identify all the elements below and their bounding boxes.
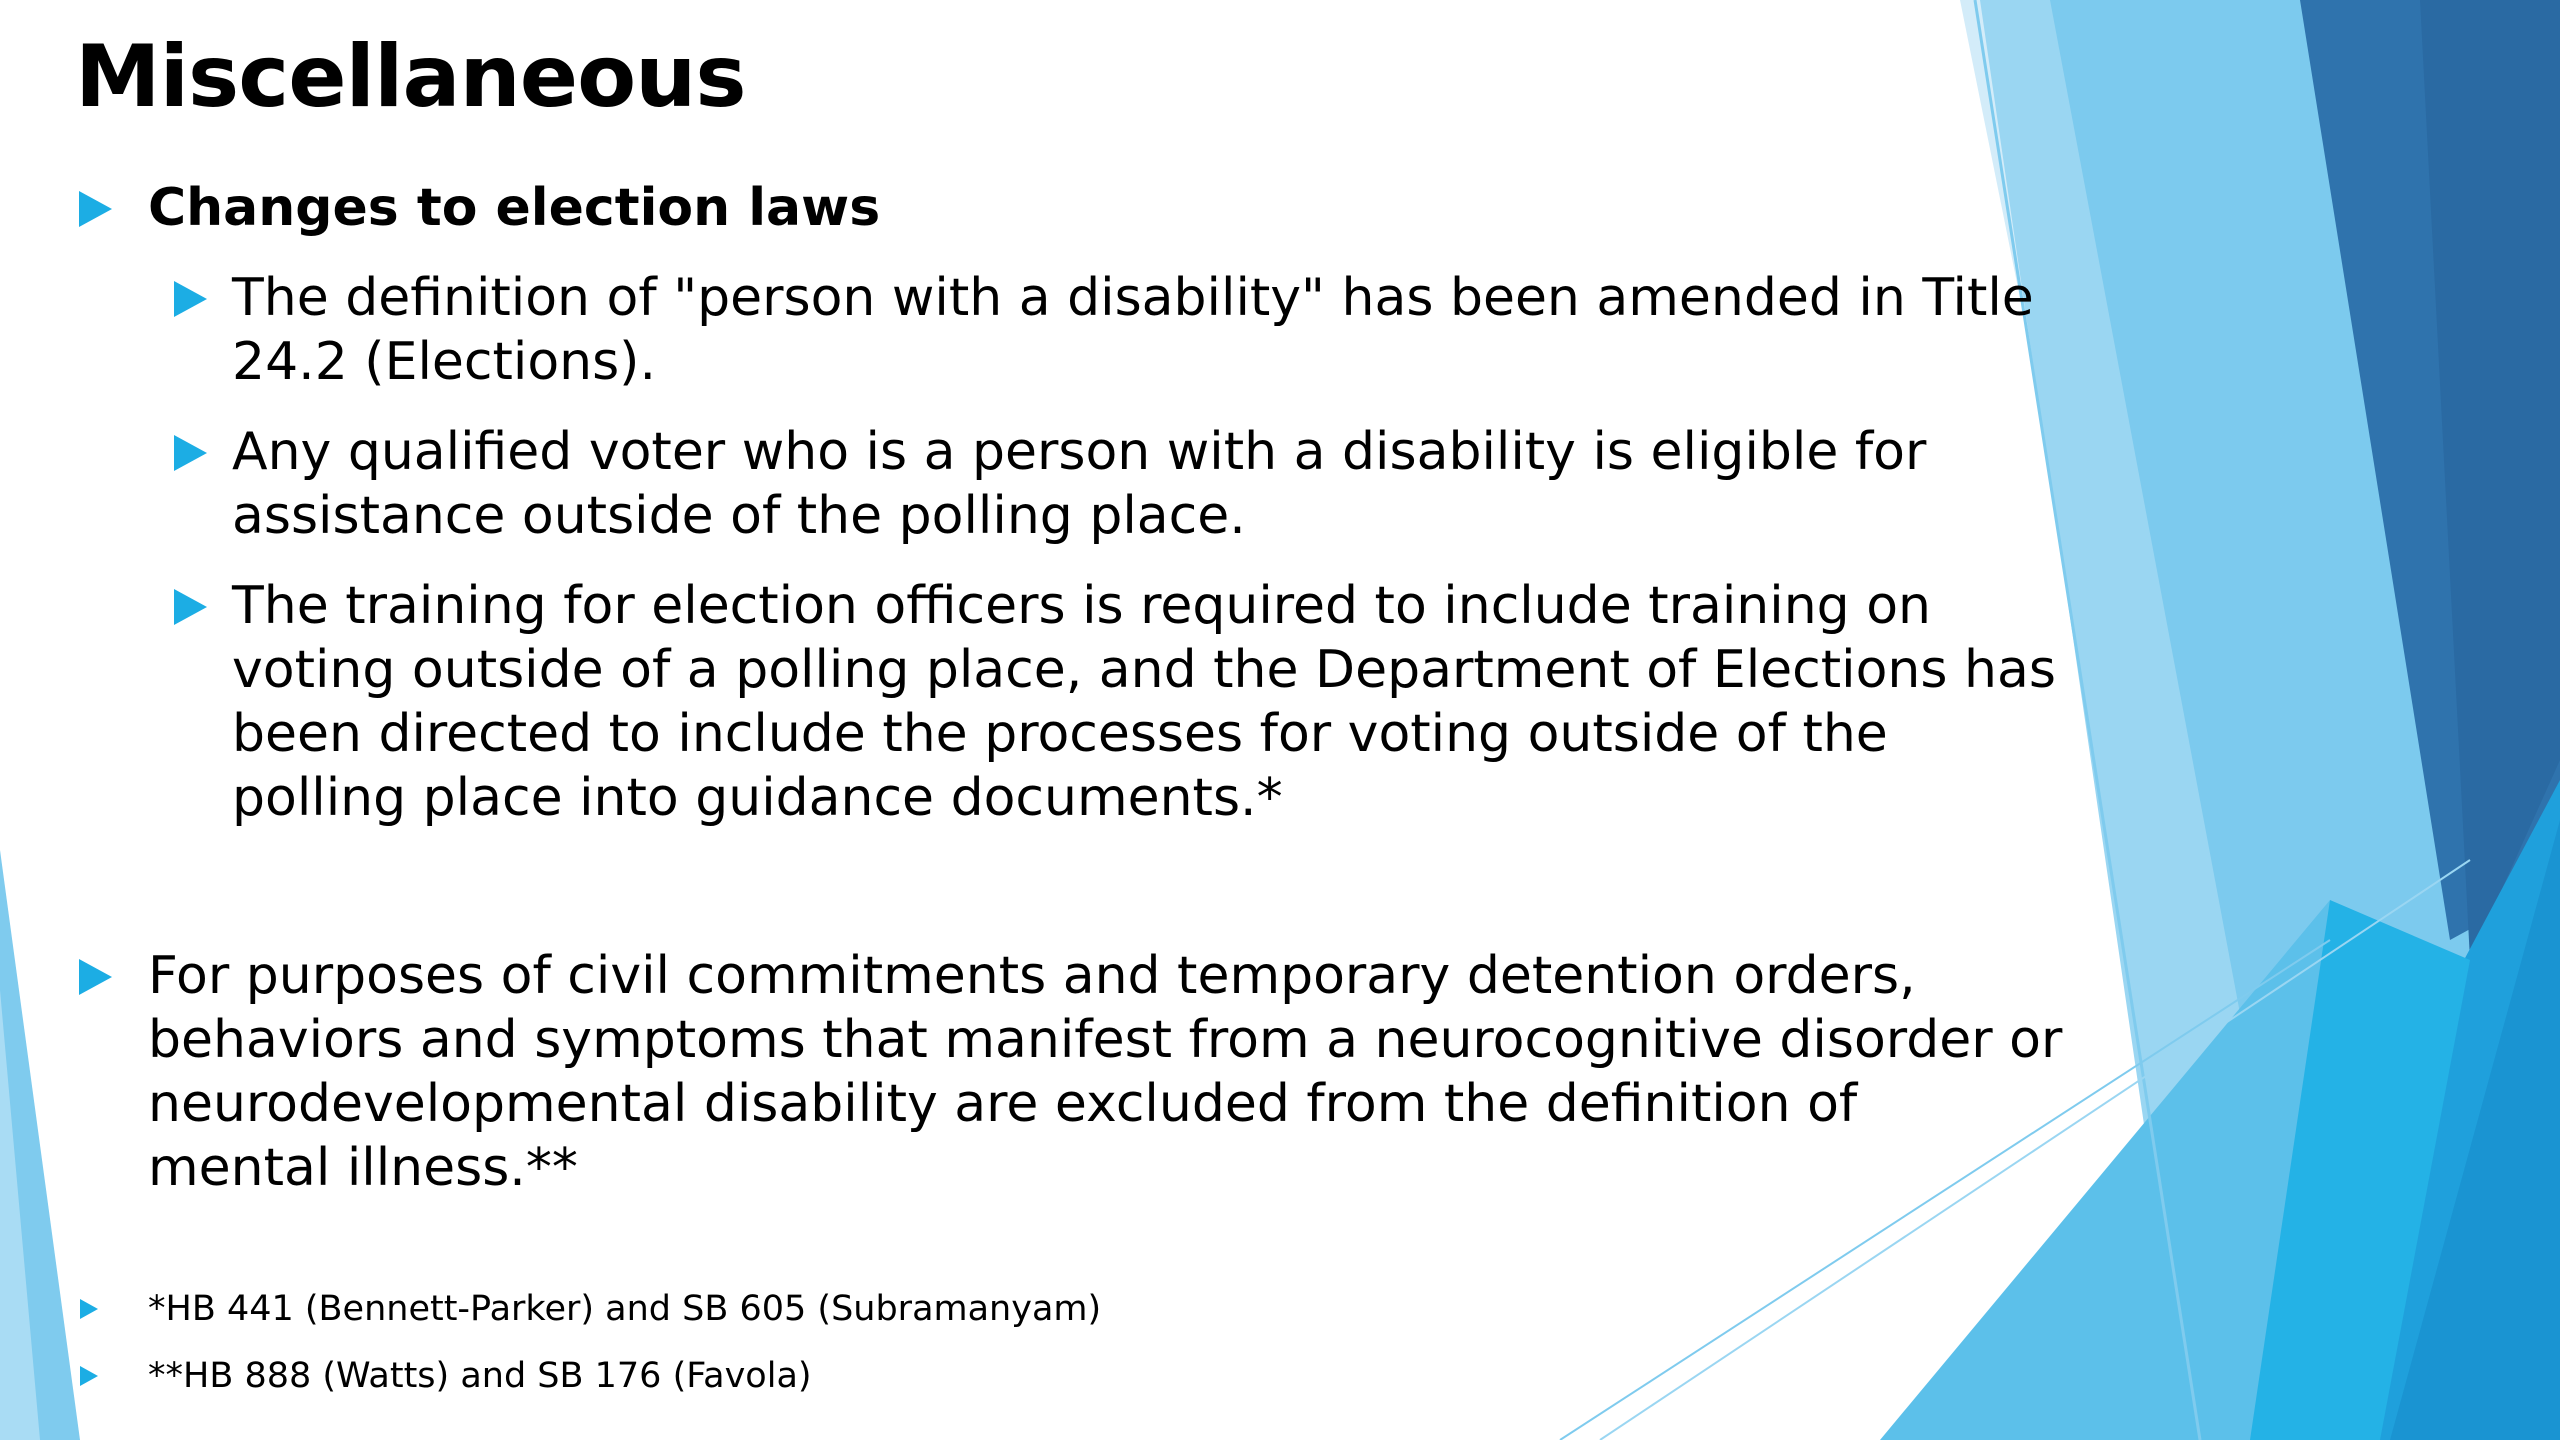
text-line: The definition of "person with a disability" has been amended in Title — [232, 268, 2034, 328]
sub-bullet-marker-icon — [174, 435, 207, 471]
sub-bullet-marker-icon — [174, 281, 207, 317]
text-line: Any qualified voter who is a person with a disability is eligible for — [232, 422, 1927, 482]
slide-title: Miscellaneous — [75, 27, 746, 127]
text-line: behaviors and symptoms that manifest from a neurocognitive disorder or — [148, 1010, 2063, 1070]
text-line: mental illness.** — [148, 1138, 578, 1198]
text-line: 24.2 (Elections). — [232, 332, 656, 392]
sub-bullet-definition — [232, 266, 2034, 394]
sub-bullet-qualified-voter — [232, 420, 1926, 548]
footnote-marker-icon — [80, 1299, 98, 1319]
bullet-heading-election-laws: Changes to election laws — [148, 178, 881, 238]
text-line: polling place into guidance documents.* — [232, 768, 1283, 828]
text-line: The training for election officers is required to include training on — [232, 576, 1931, 636]
sub-bullet-marker-icon — [174, 589, 207, 625]
text-line: voting outside of a polling place, and the Department of Elections has — [232, 640, 2056, 700]
footnote-1: *HB 441 (Bennett-Parker) and SB 605 (Subramanyam) — [148, 1289, 1102, 1329]
bullet-marker-icon — [79, 959, 112, 995]
text-line: been directed to include the processes for voting outside of the — [232, 704, 1888, 764]
sub-bullet-training — [232, 574, 2056, 830]
footnote-marker-icon — [80, 1366, 98, 1386]
footnote-2: **HB 888 (Watts) and SB 176 (Favola) — [148, 1356, 812, 1396]
text-line: neurodevelopmental disability are excluded from the definition of — [148, 1074, 1858, 1134]
text-line: For purposes of civil commitments and temporary detention orders, — [148, 946, 1916, 1006]
bullet-civil-commitments — [148, 944, 2062, 1200]
bullet-marker-icon — [79, 191, 112, 227]
text-line: assistance outside of the polling place. — [232, 486, 1246, 546]
